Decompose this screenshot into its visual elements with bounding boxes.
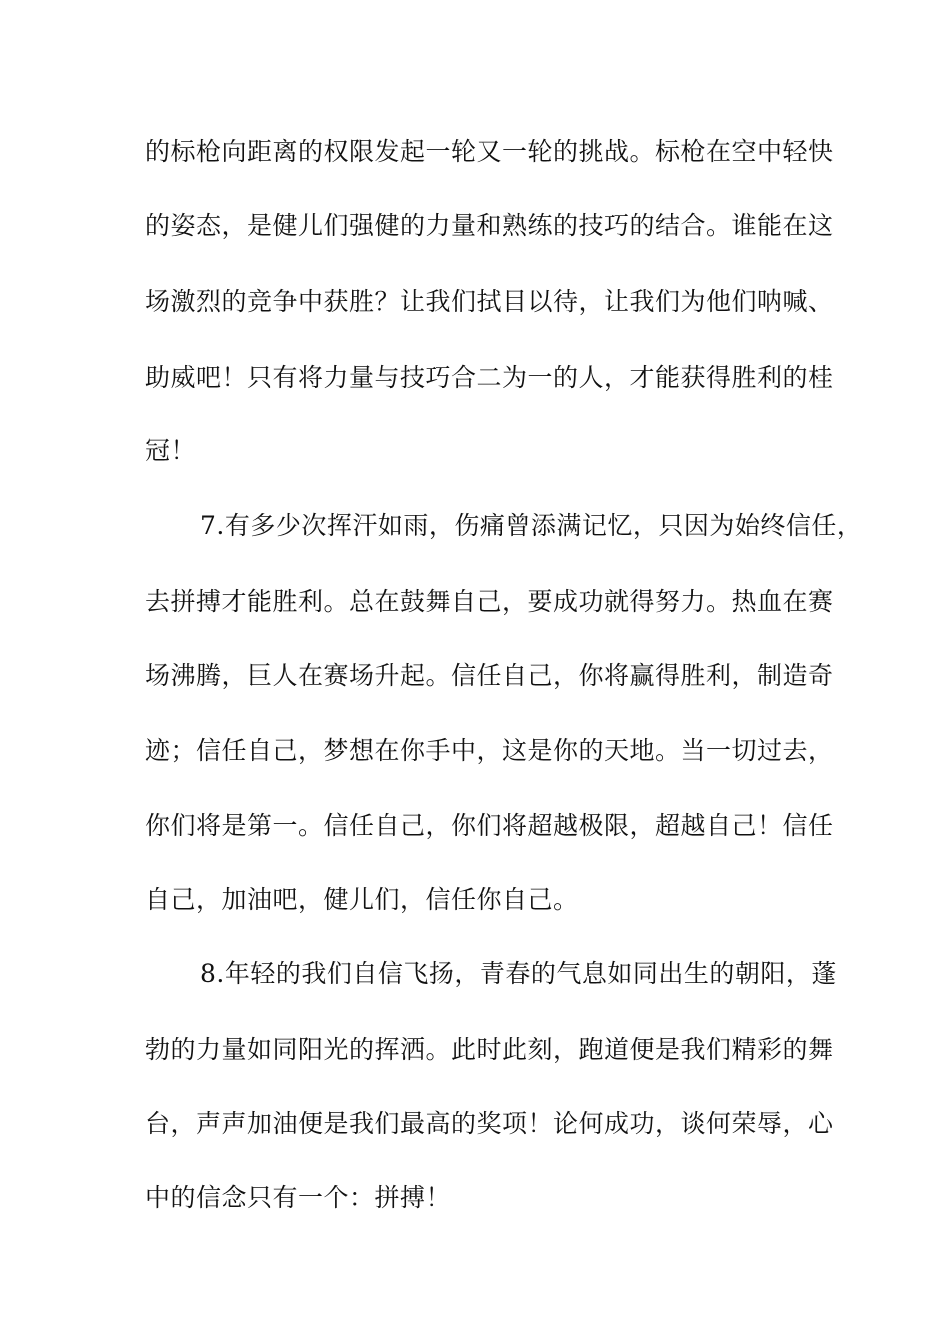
paragraph-line: 的姿态，是健儿们强健的力量和熟练的技巧的结合。谁能在这 [145, 211, 834, 240]
paragraph-line-item-7-start: 7.有多少次挥汗如雨，伤痛曾添满记忆，只因为始终信任， [200, 511, 863, 540]
paragraph-line: 勃的力量如同阳光的挥洒。此时此刻，跑道便是我们精彩的舞 [145, 1035, 834, 1064]
paragraph-line-item-8-start: 8.年轻的我们自信飞扬，青春的气息如同出生的朝阳，蓬 [200, 959, 837, 988]
paragraph-line: 的标枪向距离的权限发起一轮又一轮的挑战。标枪在空中轻快 [145, 137, 834, 166]
paragraph-line: 中的信念只有一个：拼搏！ [145, 1183, 452, 1212]
paragraph-line: 台，声声加油便是我们最高的奖项！论何成功，谈何荣辱，心 [145, 1109, 834, 1138]
paragraph-line: 自己，加油吧，健儿们，信任你自己。 [145, 885, 579, 914]
paragraph-line: 你们将是第一。信任自己，你们将超越极限，超越自己！信任 [145, 811, 834, 840]
paragraph-line: 场沸腾，巨人在赛场升起。信任自己，你将赢得胜利，制造奇 [145, 661, 834, 690]
paragraph-line: 场激烈的竞争中获胜？让我们拭目以待，让我们为他们呐喊、 [145, 287, 834, 316]
paragraph-line: 去拼搏才能胜利。总在鼓舞自己，要成功就得努力。热血在赛 [145, 587, 834, 616]
paragraph-line: 助威吧！只有将力量与技巧合二为一的人，才能获得胜利的桂 [145, 363, 834, 392]
paragraph-line: 冠！ [145, 436, 197, 465]
paragraph-line: 迹；信任自己，梦想在你手中，这是你的天地。当一切过去， [145, 736, 834, 765]
